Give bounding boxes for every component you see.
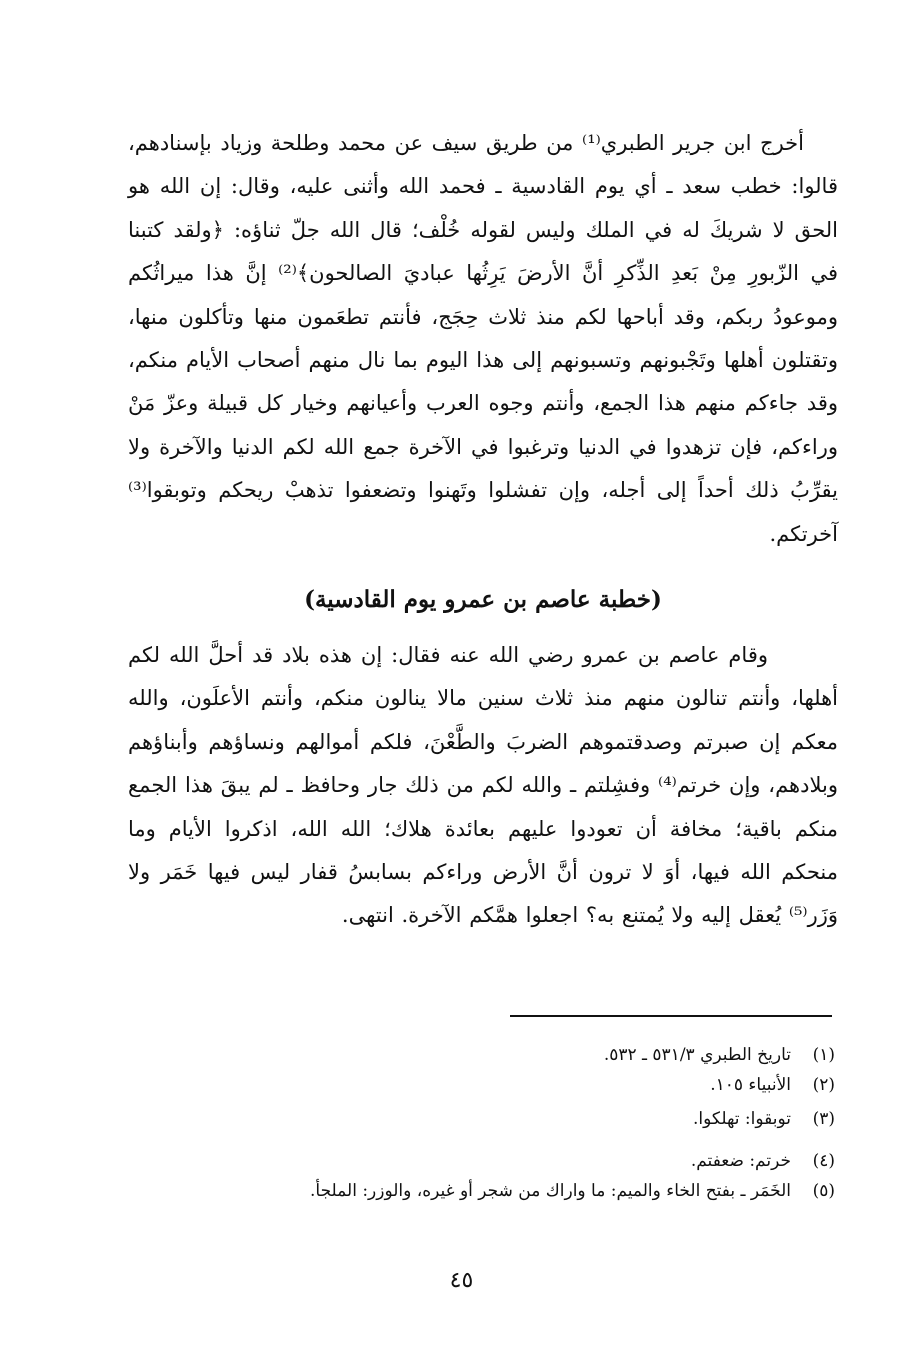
paragraph-text: وقام عاصم بن عمرو رضي الله عنه فقال: إن هذه بلاد قد أحلَّ الله لكم أهلها، وأنتم تنالون منهم منذ ثلاث سنين مالا ينالون منكم، وأنتم الأعلَون، والله معكم إن صبرتم وصدقتموهم الضربَ والطَّعْنَ، فلكم أموالهم ونساؤهم وأبناؤهم وبلادهم، وإن خرتم⁽⁴⁾ وفشِلتم ـ والله لكم من ذلك جار وحافظ ـ لم يبقَ هذا الجمع منكم باقية؛ مخافة أن تعودوا عليهم بعائدة هلاك؛ الله الله، اذكروا الأيام وما منحكم الله فيها، أوَ لا ترون أنَّ الأرض وراءكم بسابسُ قفار ليس فيها خَمَر ولا وَزَر⁽⁵⁾ يُعقل إليه ولا يُمتنع به؟ اجعلوا همَّكم الآخرة. انتهى.: [128, 643, 839, 928]
footnote-number: (٤): [812, 1151, 835, 1171]
footnotes: [115, 1040, 835, 1206]
paragraph-text: أخرج ابن جرير الطبري⁽¹⁾ من طريق سيف عن محمد وطلحة وزياد بإسنادهم، قالوا: خطب سعد ـ أي يوم القادسية ـ فحمد الله وأثنى عليه، وقال: إن الله هو الحق لا شريكَ له في الملك وليس لقوله خُلْف؛ قال الله جلّ ثناؤه: ﴿ولقد كتبنا في الزّبورِ مِنْ بَعدِ الذِّكرِ أنَّ الأرضَ يَرِثُها عباديَ الصالحون﴾⁽²⁾ إنَّ هذا ميراثُكم وموعودُ ربكم، وقد أباحها لكم منذ ثلاث حِجَج، فأنتم تطعَمون منها وتأكلون منها، وتقتلون أهلها وتَجْبونهم وتسبونهم إلى هذا اليوم بما نال منهم أصحاب الأيام منكم، وقد جاءكم منهم هذا الجمع، وأنتم وجوه العرب وأعيانهم وخيار كل قبيلة وعزّ مَنْ وراءكم، فإن تزهدوا في الدنيا وترغبوا في الآخرة جمع الله لكم الدنيا والآخرة ولا يقرِّبُ ذلك أحداً إلى أجله، وإن تفشلوا وتَهنوا وتضعفوا تذهبْ ريحكم وتوبقوا⁽³⁾ آخرتكم.: [128, 131, 839, 546]
body-paragraph-sermon-saad: [128, 122, 838, 556]
footnote-text: الأنبياء ١٠٥.: [710, 1075, 791, 1095]
page-number: ٤٥: [449, 1268, 474, 1293]
footnote-item: [115, 1146, 835, 1176]
body-paragraph-sermon-asim: [128, 634, 838, 938]
footnote-item: [115, 1040, 835, 1070]
footnote-number: (٢): [812, 1075, 835, 1095]
footnote-text: خرتم: ضعفتم.: [690, 1151, 791, 1171]
footnote-separator-rule: [510, 1015, 832, 1017]
footnote-text: تاريخ الطبري ٥٣١/٣ ـ ٥٣٢.: [603, 1045, 791, 1065]
footnote-number: (٥): [812, 1181, 835, 1201]
footnote-item: [115, 1104, 835, 1134]
footnote-number: (٣): [812, 1109, 835, 1129]
footnote-text: توبقوا: تهلكوا.: [693, 1109, 791, 1129]
footnote-text: الخَمَر ـ بفتح الخاء والميم: ما واراك من شجر أو غيره، والوزر: الملجأ.: [310, 1181, 791, 1201]
footnote-number: (١): [812, 1045, 835, 1065]
footnote-item: [115, 1176, 835, 1206]
footnote-item: [115, 1070, 835, 1100]
section-heading: (خطبة عاصم بن عمرو يوم القادسية): [304, 586, 662, 613]
